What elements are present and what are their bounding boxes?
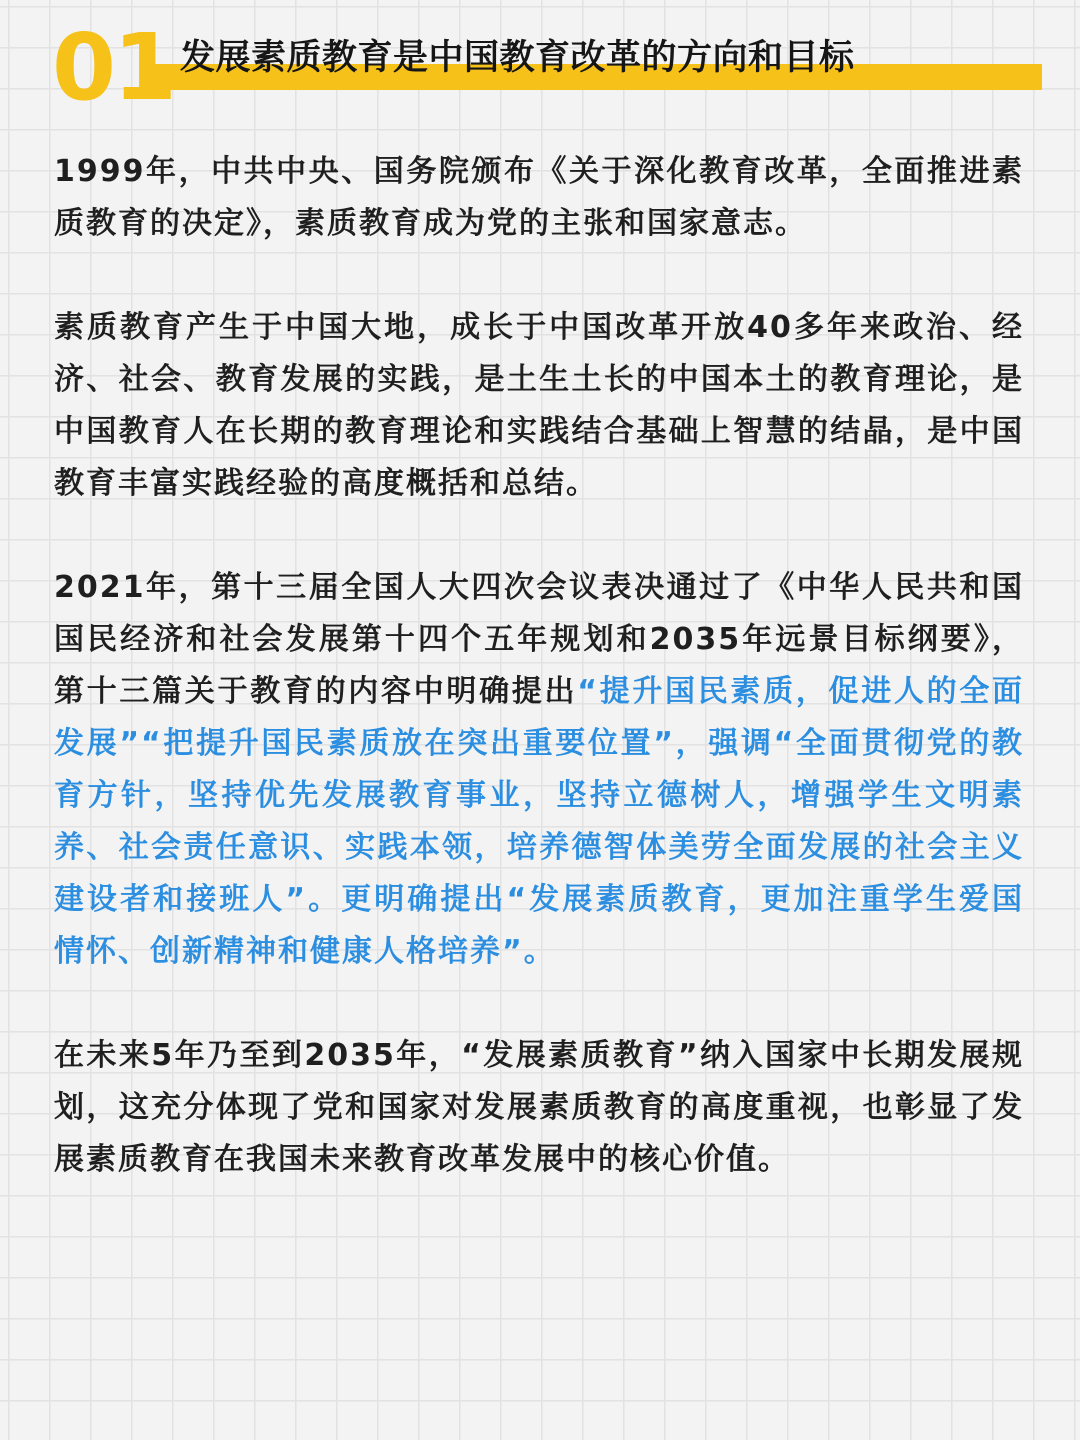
section-number: 01: [52, 14, 175, 121]
paragraph-2: 素质教育产生于中国大地，成长于中国改革开放40多年来政治、经济、社会、教育发展的实践，是土生土长的中国本土的教育理论，是中国教育人在长期的教育理论和实践结合基础上智慧的结晶，是中国教育丰富实践经验的高度概括和总结。: [54, 310, 1024, 501]
section-header: [52, 14, 1042, 121]
article-body: [54, 146, 1024, 1186]
paragraph-3: [54, 562, 1024, 978]
paragraph-3-text: 2021年，第十三届全国人大四次会议表决通过了《中华人民共和国国民经济和社会发展第十四个五年规划和2035年远景目标纲要》，第十三篇关于教育的内容中明确提出: [54, 570, 1024, 709]
paragraph-4: 在未来5年乃至到2035年，“发展素质教育”纳入国家中长期发展规划，这充分体现了党和国家对发展素质教育的高度重视，也彰显了发展素质教育在我国未来教育改革发展中的核心价值。: [54, 1038, 1024, 1177]
paragraph-gap: [54, 978, 1024, 1030]
paragraph-gap: [54, 250, 1024, 302]
paragraph-3-highlighted-quote: “提升国民素质，促进人的全面发展”“把提升国民素质放在突出重要位置”，强调“全面贯彻党的教育方针，坚持优先发展教育事业，坚持立德树人，增强学生文明素养、社会责任意识、实践本领，培养德智体美劳全面发展的社会主义建设者和接班人”。更明确提出“发展素质教育，更加注重学生爱国情怀、创新精神和健康人格培养”。: [54, 674, 1025, 969]
paragraph-gap: [54, 510, 1024, 562]
section-title: 发展素质教育是中国教育改革的方向和目标: [180, 38, 855, 78]
paragraph-1: 1999年，中共中央、国务院颁布《关于深化教育改革，全面推进素质教育的决定》，素质教育成为党的主张和国家意志。: [54, 154, 1024, 241]
